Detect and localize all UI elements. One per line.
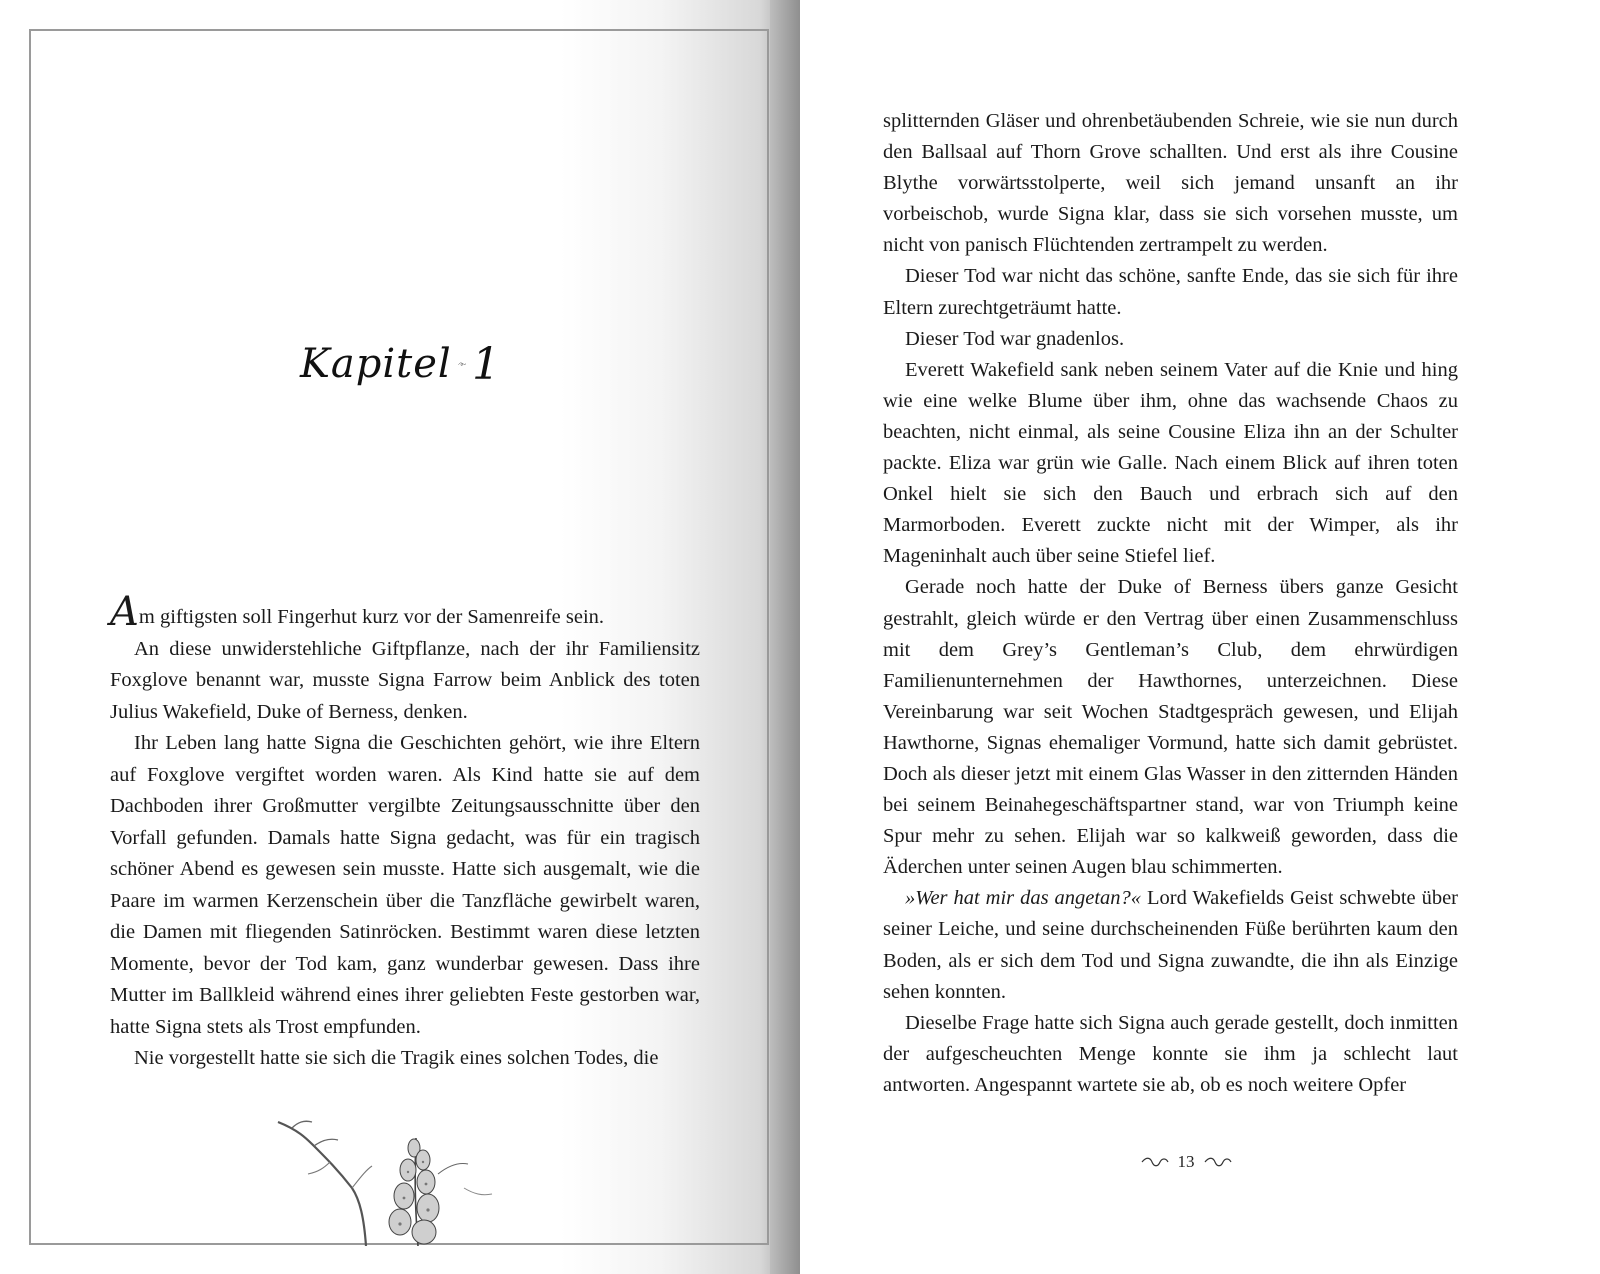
foxglove-illustration-icon [268,1118,528,1246]
chapter-word: Kapitel [300,341,452,387]
chapter-heading [300,334,500,394]
ghost-quote: »Wer hat mir das angetan?« [905,887,1142,910]
book-gutter-shadow [770,0,800,1274]
quote-paragraph [883,883,1458,1007]
swirl-ornament-icon [458,353,466,375]
paragraph: Dieselbe Frage hatte sich Signa auch gerade gestellt, doch inmitten der aufgescheuchten Menge konnte sie ihm ja schlecht laut antworten. Angespannt wartete sie ab, ob es noch weitere Opfer [883,1011,1458,1096]
chapter-number: 1 [472,338,500,390]
right-page [800,0,1600,1274]
page-number: 13 [1177,1152,1195,1171]
paragraph: Nie vorgestellt hatte sie sich die Tragik eines solchen Todes, die [134,1047,659,1069]
right-page-text [883,106,1458,1101]
paragraph: Dieser Tod war nicht das schöne, sanfte Ende, das sie sich für ihre Eltern zurechtgeträumt hatte. [883,265,1458,319]
left-page-text [110,589,700,1075]
page-number-footer [1130,1150,1242,1174]
continued-paragraph: splitternden Gläser und ohrenbetäubenden Schreie, wie sie nun durch den Ballsaal auf Thorn Grove schallten. Und erst als ihre Cousine Blythe vorwärtsstolperte, weil sich jemand unsanft an ihr vorbeischob, wurde Signa klar, dass sie sich vorsehen musste, um nicht von panisch Flüchtenden zertrampelt zu werden. [883,110,1458,257]
paragraph: An diese unwiderstehliche Giftpflanze, nach der ihr Familiensitz Foxglove benannt war, musste Signa Farrow beim Anblick des toten Julius Wakefield, Duke of Berness, denken. [110,637,700,723]
opening-line: m giftigsten soll Fingerhut kurz vor der Samenreife sein. [138,606,605,628]
swirl-ornament-icon [1140,1156,1170,1168]
opening-paragraph [110,589,700,635]
quote-rest: Lord Wakefields Geist schwebte über seiner Leiche, und seine durchscheinenden Füße berührten kaum den Boden, als er sich dem Tod und Signa zuwandte, die ihn als Einzige sehen konnten. [883,887,1459,1003]
drop-cap: A [110,589,139,635]
paragraph: Ihr Leben lang hatte Signa die Geschichten gehört, wie ihre Eltern auf Foxglove vergiftet worden waren. Als Kind hatte sie auf dem Dachboden ihrer Großmutter vergilbte Zeitungsausschnitte über den Vorfall gefunden. Damals hatte Signa gedacht, was für ein tragisch schöner Abend es gewesen sein musste. Hatte sich ausgemalt, wie die Paare im warmen Kerzenschein über die Tanzfläche gewirbelt waren, die Damen mit fliegenden Satinröcken. Bestimmt waren diese letzten Momente, bevor der Tod kam, ganz wunderbar gewesen. Dass ihre Mutter im Ballkleid während eines ihrer geliebten Feste gestorben war, hatte Signa stets als Trost empfunden. [110,732,700,1038]
paragraph: Everett Wakefield sank neben seinem Vater auf die Knie und hing wie eine welke Blume über ihm, ohne das wachsende Chaos zu beachten, nicht einmal, als seine Cousine Eliza ihn an der Schulter packte. Eliza war grün wie Galle. Nach einem Blick auf ihren toten Onkel hielt sie sich den Bauch und erbrach sich auf den Marmorboden. Everett zuckte nicht mit der Wimper, als ihr Mageninhalt auch über seine Stiefel lief. [883,358,1458,568]
paragraph: Dieser Tod war gnadenlos. [905,327,1125,350]
paragraph: Gerade noch hatte der Duke of Berness übers ganze Gesicht gestrahlt, gleich würde er den Vertrag über einen Zusammenschluss mit dem Grey’s Gentleman’s Club, dem ehrwürdigen Familienunternehmen der Hawthornes, unterzeichnen. Diese Vereinbarung war seit Wochen Stadtgespräch gewesen, und Elijah Hawthorne, Signas ehemaliger Vormund, hatte sich damit gebrüstet. Doch als dieser jetzt mit einem Glas Wasser in den zitternden Händen bei seinem Beinahegeschäftspartner stand, war von Triumph keine Spur mehr zu sehen. Elijah war so kalkweiß geworden, dass die Äderchen unter seinen Augen blau schimmerten. [883,576,1458,879]
swirl-ornament-icon [1203,1156,1233,1168]
